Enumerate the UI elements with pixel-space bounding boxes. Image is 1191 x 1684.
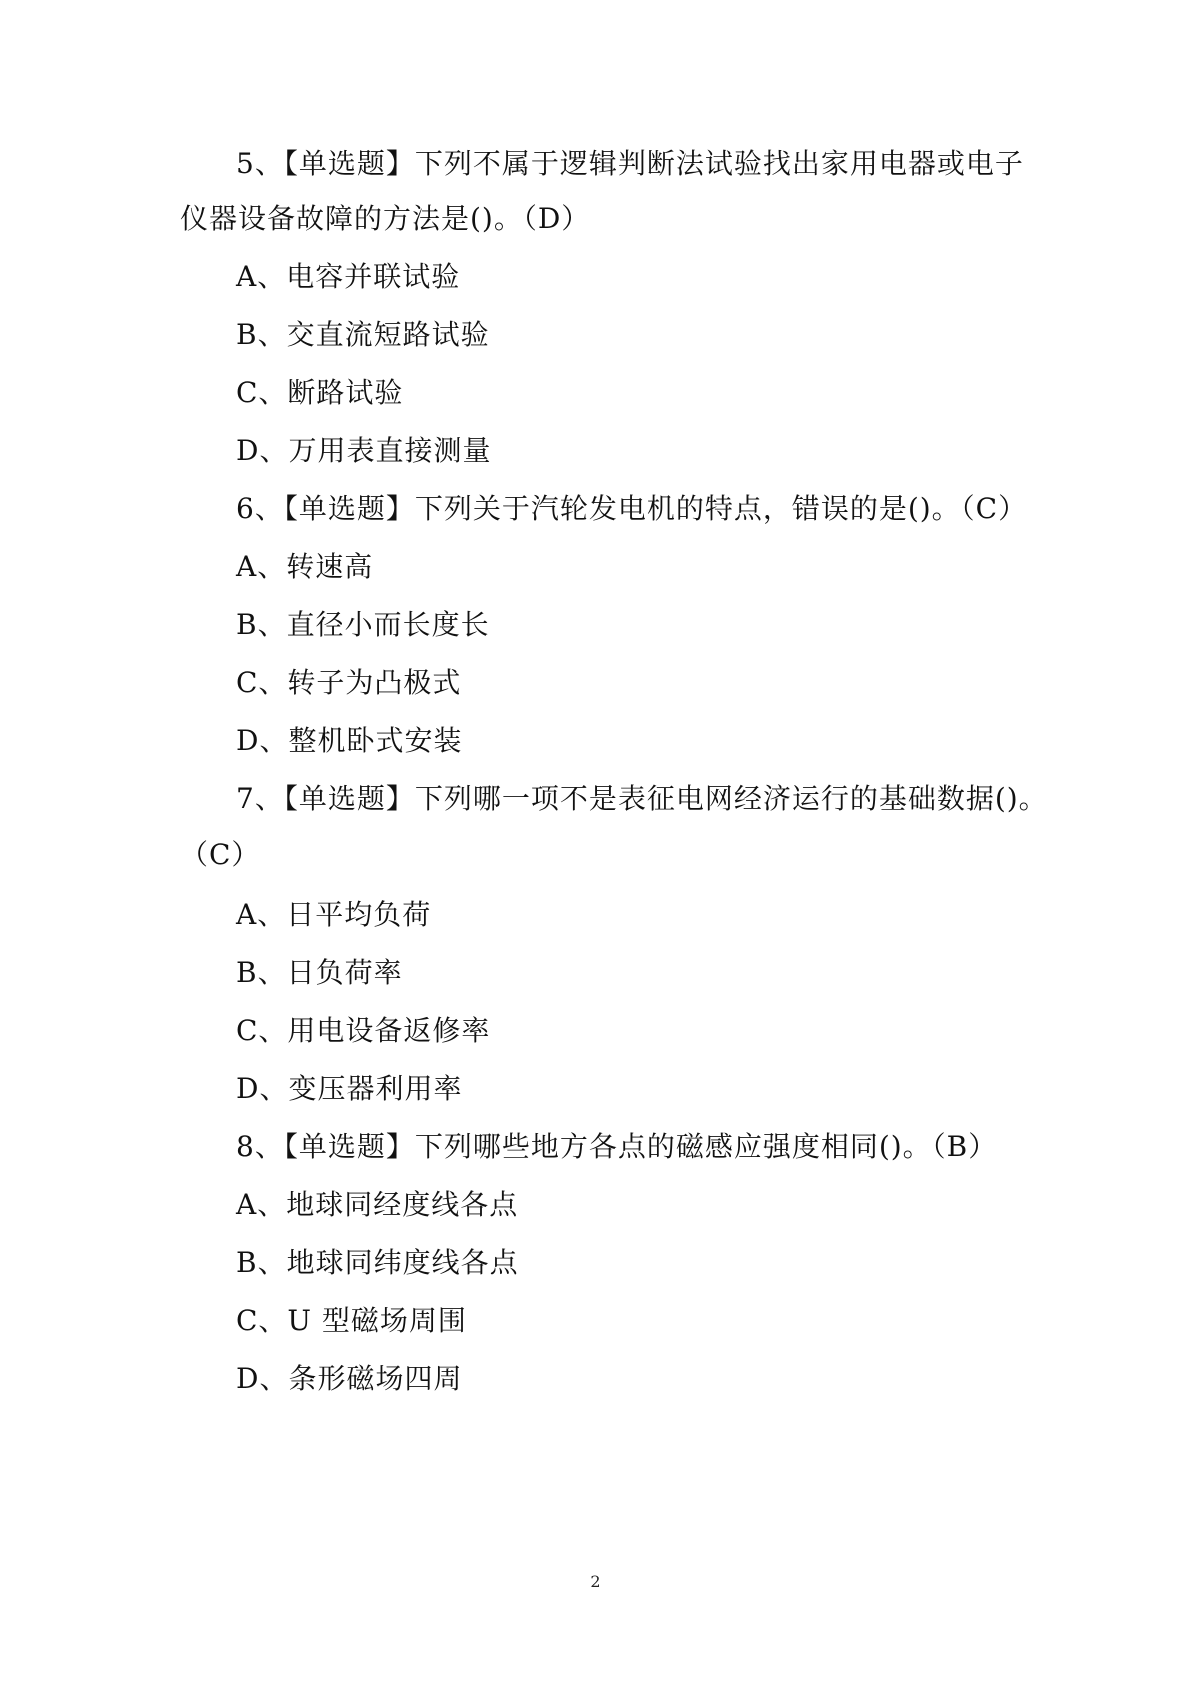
question-8-option-d: D、条形磁场四周 [236, 1362, 463, 1395]
question-8-option-a: A、地球同经度线各点 [236, 1188, 519, 1221]
question-6-option-c: C、转子为凸极式 [236, 666, 462, 699]
question-7-option-a: A、日平均负荷 [236, 898, 432, 931]
question-6-option-b: B、直径小而长度长 [236, 608, 490, 641]
question-7-option-b: B、日负荷率 [236, 956, 403, 989]
question-8-option-c: C、U 型磁场周围 [236, 1304, 467, 1337]
question-6-stem: 6、【单选题】下列关于汽轮发电机的特点，错误的是()。（C） [236, 492, 1028, 525]
question-7-stem: 7、【单选题】下列哪一项不是表征电网经济运行的基础数据()。 [236, 782, 1048, 815]
question-7-option-c: C、用电设备返修率 [236, 1014, 491, 1047]
question-6-option-a: A、转速高 [236, 550, 374, 583]
page-number: 2 [590, 1572, 601, 1591]
question-6-option-d: D、整机卧式安装 [236, 724, 463, 757]
question-8-stem: 8、【单选题】下列哪些地方各点的磁感应强度相同()。（B） [236, 1130, 998, 1163]
question-8-option-b: B、地球同纬度线各点 [236, 1246, 519, 1279]
question-5-option-c: C、断路试验 [236, 376, 404, 409]
question-5-option-d: D、万用表直接测量 [236, 434, 492, 467]
question-5-option-b: B、交直流短路试验 [236, 318, 490, 351]
question-7-option-d: D、变压器利用率 [236, 1072, 463, 1105]
question-7-stem-continued: （C） [180, 838, 261, 871]
question-5-stem: 5、【单选题】下列不属于逻辑判断法试验找出家用电器或电子 [236, 147, 1024, 180]
question-5-stem-continued: 仪器设备故障的方法是()。（D） [180, 202, 591, 235]
question-5-option-a: A、电容并联试验 [236, 260, 461, 293]
